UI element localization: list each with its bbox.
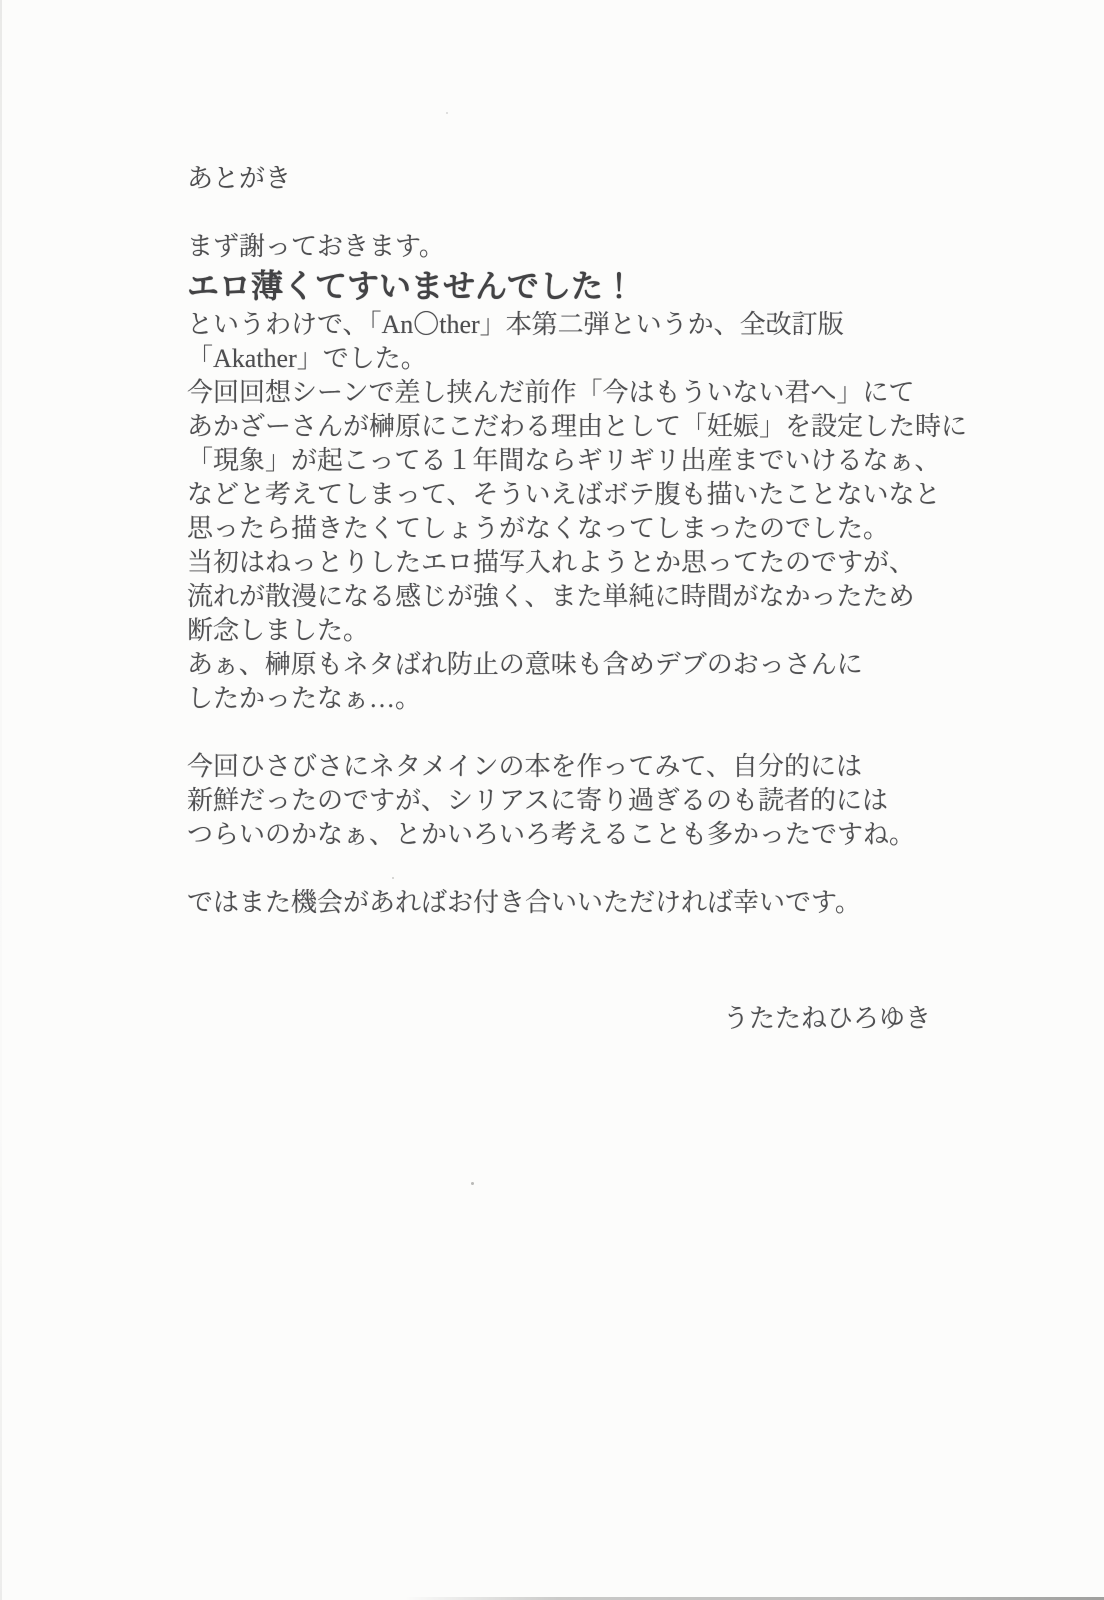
afterword-body-line: 断念しました。: [187, 616, 370, 645]
afterword-body-line: 「Akather」でした。: [187, 344, 427, 373]
afterword-title: あとがき: [187, 164, 292, 193]
afterword-body-line: 流れが散漫になる感じが強く、また単純に時間がなかったため: [187, 582, 915, 611]
blank-line: [187, 920, 965, 954]
afterword-body-line: 今回ひさびさにネタメインの本を作ってみて、自分的には: [187, 752, 862, 781]
blank-line: [187, 716, 965, 750]
apology-emphasis-line: エロ薄くてすいませんでした！: [187, 268, 636, 304]
blank-line: [187, 852, 965, 886]
afterword-text-block: [187, 162, 968, 1036]
author-signature: うたたねひろゆき: [722, 1004, 931, 1033]
afterword-body-line: 思ったら描きたくてしょうがなくなってしまったのでした。: [187, 514, 890, 543]
afterword-body-line: まず謝っておきます。: [187, 232, 445, 261]
scan-speck: [446, 112, 448, 114]
afterword-body-line: などと考えてしまって、そういえばボテ腹も描いたことないなと: [187, 480, 941, 509]
afterword-body-line: 新鮮だったのですが、シリアスに寄り過ぎるのも読者的には: [187, 786, 888, 815]
afterword-body-line: というわけで、「An〇ther」本第二弾というか、全改訂版: [187, 310, 844, 339]
afterword-body-line: 当初はねっとりしたエロ描写入れようとか思ってたのですが、: [187, 548, 916, 577]
afterword-body-line: ではまた機会があればお付き合いいただければ幸いです。: [187, 888, 861, 917]
afterword-body-line: したかったなぁ…。: [187, 684, 422, 713]
scan-speck: [471, 1182, 474, 1185]
afterword-body-line: あかざーさんが榊原にこだわる理由として「妊娠」を設定した時に: [187, 412, 968, 441]
afterword-body-line: 「現象」が起こってる１年間ならギリギリ出産までいけるなぁ、: [187, 446, 941, 475]
afterword-body-line: つらいのかなぁ、とかいろいろ考えることも多かったですね。: [187, 820, 916, 849]
scan-speck: [392, 877, 394, 879]
afterword-body-line: 今回回想シーンで差し挟んだ前作「今はもういない君へ」にて: [187, 378, 915, 407]
afterword-body-line: あぁ、榊原もネタばれ防止の意味も含めデブのおっさんに: [187, 650, 863, 679]
blank-line: [187, 196, 965, 230]
scan-edge-left-artifact: [0, 0, 2, 1600]
blank-line: [187, 954, 965, 988]
